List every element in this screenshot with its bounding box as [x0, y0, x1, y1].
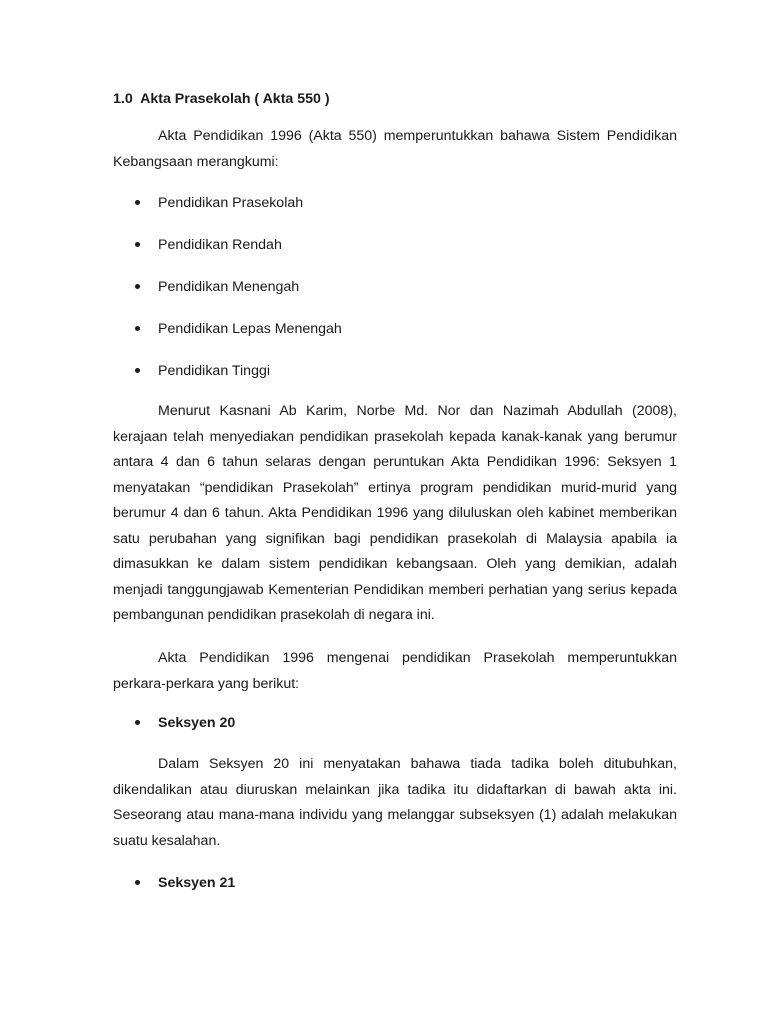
section-heading: 1.0 Akta Prasekolah ( Akta 550 ): [113, 91, 330, 107]
bullet-icon: [135, 720, 140, 725]
bullet-icon: [135, 880, 140, 885]
bullet-icon: [135, 284, 140, 289]
section-20-paragraph: Dalam Seksyen 20 ini menyatakan bahawa tiada tadika boleh ditubuhkan, dikendalikan atau diuruskan melainkan jika tadika itu didaftarkan di bawah akta ini. Seseorang atau mana-mana individu yang melanggar subseksyen (1) adalah melakukan suatu kesalahan.: [113, 756, 677, 849]
bullet-icon: [135, 200, 140, 205]
intro-paragraph: Akta Pendidikan 1996 (Akta 550) memperuntukkan bahawa Sistem Pendidikan Kebangsaan merangkumi:: [113, 128, 677, 170]
section-20-item: Seksyen 20: [135, 713, 235, 733]
list-item: Pendidikan Prasekolah: [135, 193, 303, 213]
list-item: Pendidikan Rendah: [135, 235, 282, 255]
bullet-icon: [135, 326, 140, 331]
list-item: Pendidikan Lepas Menengah: [135, 319, 342, 339]
list-item: Pendidikan Menengah: [135, 277, 299, 297]
bullet-icon: [135, 368, 140, 373]
section-21-item: Seksyen 21: [135, 873, 235, 893]
provisions-paragraph: Akta Pendidikan 1996 mengenai pendidikan Prasekolah memperuntukkan perkara-perkara yang berikut:: [113, 650, 677, 692]
list-item: Pendidikan Tinggi: [135, 361, 270, 381]
bullet-icon: [135, 242, 140, 247]
kasnani-paragraph: Menurut Kasnani Ab Karim, Norbe Md. Nor dan Nazimah Abdullah (2008), kerajaan telah menyediakan pendidikan prasekolah kepada kanak-kanak yang berumur antara 4 dan 6 tahun selaras dengan peruntukan Akta Pendidikan 1996: Seksyen 1 menyatakan “pendidikan Prasekolah” ertinya program pendidikan murid-murid yang berumur 4 dan 6 tahun. Akta Pendidikan 1996 yang diluluskan oleh kabinet memberikan satu perubahan yang signifikan bagi pendidikan prasekolah di Malaysia apabila ia dimasukkan ke dalam sistem pendidikan kebangsaan. Oleh yang demikian, adalah menjadi tanggungjawab Kementerian Pendidikan memberi perhatian yang serius kepada pembangunan pendidikan prasekolah di negara ini.: [113, 403, 677, 623]
